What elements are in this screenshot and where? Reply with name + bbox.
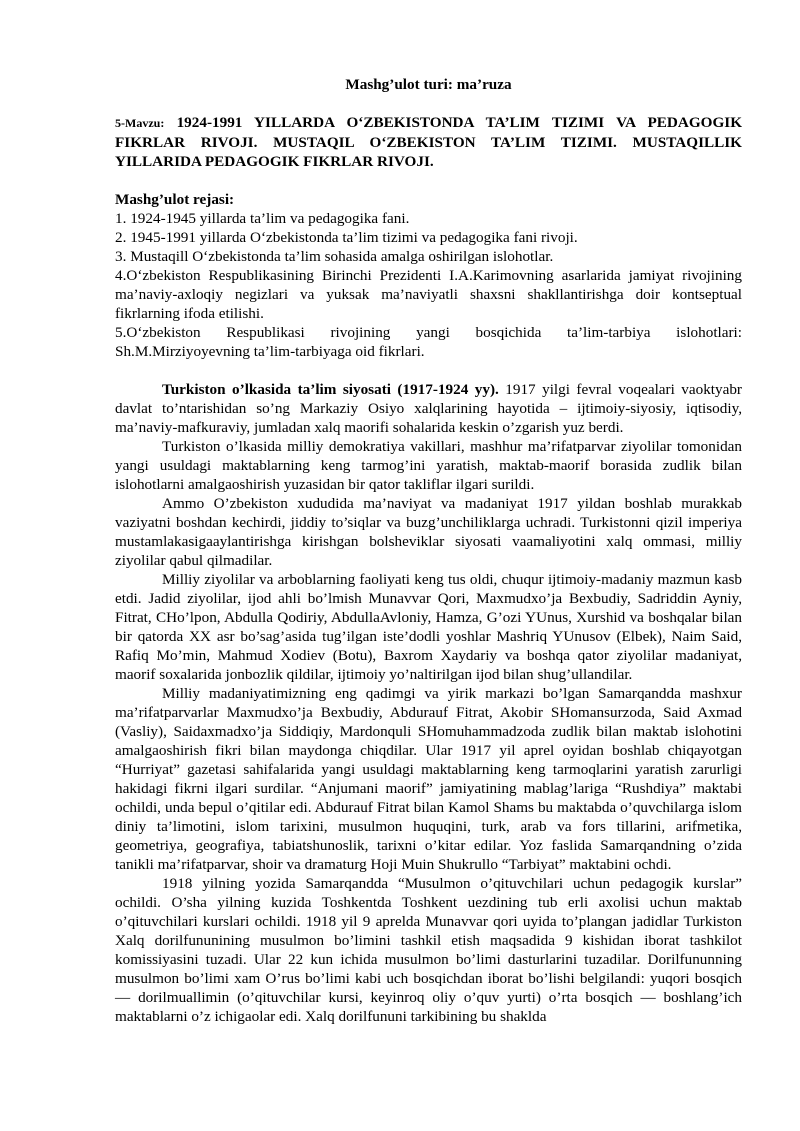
plan-item: 5.O‘zbekiston Respublikasi rivojining yangi bosqichida ta’lim-tarbiya islohotlari: Sh.M.Mirziyoyevning ta’lim-tarbiyaga oid fikrlari.: [115, 324, 742, 360]
plan-item: 2. 1945-1991 yillarda O‘zbekistonda ta’lim tizimi va pedagogika fani rivoji.: [115, 229, 578, 246]
body-paragraph: Ammo O’zbekiston xududida ma’naviyat va madaniyat 1917 yildan boshlab murakkab vaziyatni boshdan kechirdi, jiddiy to’siqlar va buzg’unchiliklarga uchradi. Turkistonni qizil imperiya mustamlakasigaaylantirishga kirishgan bolsheviklar siyosati vaamaliyotini xalq ommasi, milliy ziyolilar qabul qilmadilar.: [115, 495, 742, 569]
body-paragraph: Turkiston o’lkasida milliy demokratiya vakillari, mashhur ma’rifatparvar ziyolilar tomonidan yangi usuldagi maktablarning keng tarmog’ini yaratish, maktab-maorif borasida zudlik bilan islohotlarni amalgaoshirish yuzasidan bir qator takliflar ilgari surildi.: [115, 438, 742, 493]
plan-item: 3. Mustaqill O‘zbekistonda ta’lim sohasida amalga oshirilgan islohotlar.: [115, 248, 554, 265]
paragraph-text: 1917 yilgi fevral voqealari vaoktyabr davlat to’ntarishidan so’ng Markaziy Osiyo xalqlarining hayotida – ijtimoiy-siyosiy, iqtisodiy, ma’naviy-mafkuraviy, jumladan xalq maorifi sohalarida keskin o’zgarish yuz berdi.: [115, 381, 742, 436]
section-heading: Turkiston o’lkasida ta’lim siyosati (1917-1924 yy).: [162, 381, 499, 398]
topic-title: [115, 113, 742, 171]
plan-item: 1. 1924-1945 yillarda ta’lim va pedagogika fani.: [115, 210, 410, 227]
body-paragraph: 1918 yilning yozida Samarqandda “Musulmon o’qituvchilari uchun pedagogik kurslar” ochildi. O’sha yilning kuzida Toshkentda Toshkent uezdining tub erli axolisi uchun maktab o’qituvchilari kurslari ochildi. 1918 yil 9 aprelda Munavvar qori uyida to’plangan jadidlar Turkiston Xalq dorilfununining musulmon bo’limini tashkil etish maqsadida 9 kishidan iborat tashkilot komissiyasini tuzadi. Ular 22 kun ichida musulmon bo’limi dasturlarini tuzadilar. Dorilfununning musulmon bo’limi xam O’rus bo’limi kabi uch bosqichdan iborat bo’lishi belgilandi: yuqori bosqich — dorilmuallimin (o’qituvchilar kursi, keyinroq oliy o’quv yurti) o’rta bosqich — boshlang’ich maktablarni o’z ichigaolar edi. Xalq dorilfununi tarkibining bu shaklda: [115, 875, 742, 1025]
plan-item: 4.O‘zbekiston Respublikasining Birinchi Prezidenti I.A.Karimovning asarlarida jamiyat rivojining ma’naviy-axloqiy negizlari va yuksak ma’naviyatli shaxsni shakllantirishga doir kontseptual fikrlarning ifoda etilishi.: [115, 267, 742, 322]
topic-tag: 5-Mavzu:: [115, 116, 165, 130]
lecture-body: [115, 380, 742, 1026]
body-paragraph: Milliy madaniyatimizning eng qadimgi va yirik markazi bo’lgan Samarqandda mashxur ma’rifatparvarlar Maxmudxo’ja Bexbudiy, Abdurauf Fitrat, Akobir SHomansurzoda, Said Axmad (Vasliy), Saidaxmadxo’ja Siddiqiy, Mardonquli SHomuhammadzoda zudlik bilan maktab islohotini amalgaoshirish fikri bilan maydonga chiqdilar. Ular 1917 yil aprel oyidan boshlab chiqayotgan “Hurriyat” gazetasi sahifalarida yangi usuldagi maktablarning keng tarmoqlarini yaratish zarurligi hakidagi fikrni ilgari surdilar. “Anjumani maorif” jamiyatining mablag’lariga “Rushdiya” maktabi ochildi, unda bepul o’qitilar edi. Abdurauf Fitrat bilan Kamol Shams bu maktabda o’quvchilarga islom diniy ta’limotini, islom tarixini, musulmon huquqini, turk, arab va fors tillarini, arifmetika, geometriya, geografiya, tabiatshunoslik, tarixni o’kitar edilar. Yoz faslida Samarqandning o’zida tanikli ma’rifatparvar, shoir va dramaturg Hoji Muin Shukrullo “Tarbiyat” maktabini ochdi.: [115, 685, 742, 873]
plan-title: Mashg’ulot rejasi:: [115, 191, 235, 208]
lesson-plan: [115, 190, 742, 361]
body-paragraph: [115, 380, 742, 437]
lesson-type-heading: Mashg’ulot turi: ma’ruza: [345, 76, 512, 93]
body-paragraph: Milliy ziyolilar va arboblarning faoliyati keng tus oldi, chuqur ijtimoiy-madaniy mazmun kasb etdi. Jadid ziyolilar, ijod ahli bo’lmish Munavvar Qori, Maxmudxo’ja Bexbudiy, Sadriddin Ayniy, Fitrat, CHo’lpon, Abdulla Qodiriy, AbdullaAvloniy, Hamza, G’ozi YUnus, Xurshid va boshqalar bilan bir qatorda XX asr bo’sag’asida tug’ilgan iste’dodli yoshlar Mashriq YUnusov (Elbek), Naim Said, Rafiq Mo’min, Mahmud Xodiev (Botu), Baxrom Xaydariy va boshqa qator ziyolilar madaniyat, maorif soxalarida jonbozlik qildilar, ijtimoiy yo’naltirilgan ijod bilan shug’ullandilar.: [115, 571, 742, 683]
topic-text: 1924-1991 YILLARDA O‘ZBEKISTONDA TA’LIM TIZIMI VA PEDAGOGIK FIKRLAR RIVOJI. MUSTAQIL O‘ZBEKISTON TA’LIM TIZIMI. MUSTAQILLIK YILLARIDA PEDAGOGIK FIKRLAR RIVOJI.: [115, 114, 743, 170]
